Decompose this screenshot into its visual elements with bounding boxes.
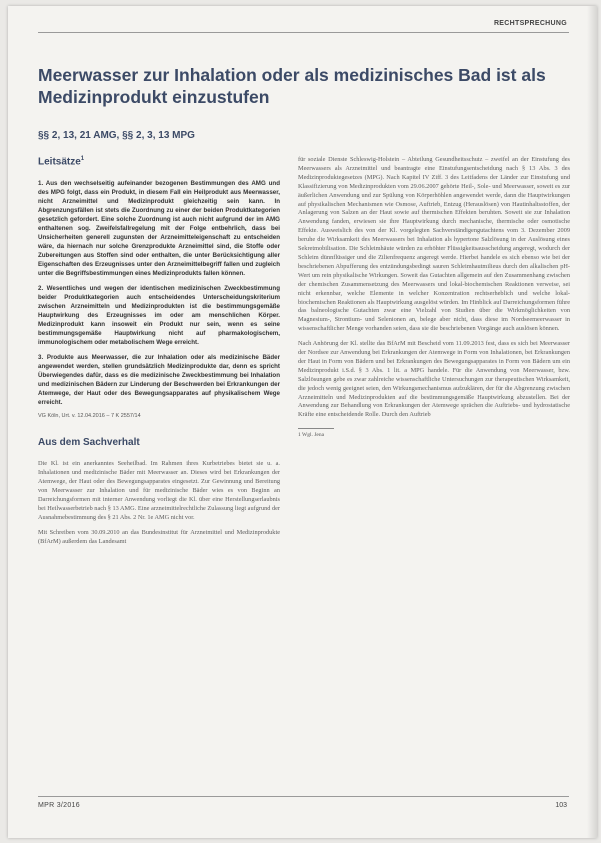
article-subtitle: §§ 2, 13, 21 AMG, §§ 2, 3, 13 MPG bbox=[38, 130, 195, 141]
footnote-rule bbox=[298, 428, 334, 429]
journal-issue: MPR 3/2016 bbox=[38, 802, 80, 809]
footnote: 1 Wgl. Jena bbox=[298, 432, 325, 439]
right-paragraph-2: Nach Anhörung der Kl. stellte das BfArM mit Bescheid vom 11.09.2013 fest, dass es sich bei Meerwasser der Nordsee zur Anwendung bei Erkrankungen der Atemwege in Form von Inhalationen, bei Erkrankungen der Haut in Form von Bädern und bei Erkrankungen des Bewegungsapparates in Form von Bädern um ein Medizinprodukt i.S.d. § 3 Abs. 1 lit. a MPG handele. Für die Anwendung von Meerwasser, bzw. Salzlösungen gebe es zwar zahlreiche wissenschaftliche Untersuchungen zur therapeutischen Wirksamkeit, die jedoch wenig geeignet seien, den Wirkungsmechanismus aufzuklären, der für die Abgrenzung zwischen Arzneimitteln und Medizinprodukten auf die bestimmungsgemäße Hauptwirkung abzustellen. Bei der Anwendung zur Behandlung von Erkrankungen der Atemwege sprächen die Auftriebs- und hydrostatische Kräfte eine entscheidende Rolle. Durch den Auftrieb bbox=[298, 340, 570, 419]
footer-rule bbox=[38, 796, 569, 797]
sachverhalt-heading: Aus dem Sachverhalt bbox=[38, 437, 140, 449]
leitsaetze-heading: Leitsätze$^1$ bbox=[38, 156, 85, 168]
thesis-3: 3. Produkte aus Meerwasser, die zur Inhalation oder als medizinische Bäder angewendet werden, stellen grundsätzlich Medizinprodukte dar, denn es spricht Überwiegendes dafür, dass es die medizinische Zweckbestimmung bei Inhalation und medizinischen Bädern zur Linderung der Beschwerden bei Erkrankungen der Atemwege, der Haut oder des Bewegungsapparates auf physikalischem Wege erreicht. bbox=[38, 354, 280, 407]
thesis-1: 1. Aus den wechselseitig aufeinander bezogenen Bestimmungen des AMG und des MPG folgt, dass ein Produkt, in diesem Fall ein Heilprodukt aus Meerwasser, nicht Arzneimittel und Medizinprodukt gleichzeitig sein kann. In Abgrenzungsfällen ist stets die Zuordnung zu einer der beiden Produktkategorien gesetzlich gefordert. Eine solche Zuordnung ist auch nicht aufgrund der im AMG enthaltenen sog. Zweifelsfallregelung mit der Folge entbehrlich, dass bei Unsicherheiten generell zugunsten der Arzneimitteleigenschaft zu entscheiden wäre, da hiernach nur solche Grenzprodukte Arzneimittel sind, die Stoffe oder Zubereitungen aus Stoffen sind oder enthalten, die unter Berücksichtigung aller Eigenschaften des Erzeugnisses unter den Arzneimittelbegriff fallen und zugleich unter die Begriffsbestimmungen eines Medizinprodukts fallen können. bbox=[38, 180, 280, 278]
court-citation: VG Köln, Urt. v. 12.04.2016 – 7 K 2557/14 bbox=[38, 413, 141, 420]
page-number: 103 bbox=[555, 802, 567, 809]
journal-page bbox=[8, 6, 597, 838]
article-title: Meerwasser zur Inhalation oder als medizinisches Bad ist als Medizinprodukt einzustufen bbox=[38, 65, 546, 107]
right-paragraph-1: für soziale Dienste Schleswig-Holstein – Abteilung Gesundheitsschutz – zweifel an der Einstufung des Meerwassers als Arzneimittel und beantragte eine Einstufungsentscheidung nach § 13 Abs. 3 des Medizinproduktegesetzes (MPG). Nach Kapitel IV Ziff. 3 des Leitfadens der Länder zur Einstufung und Klassifizierung von Medizinprodukten vom 29.06.2007 gehörte Heil-, Sole- und Meerwasser, soweit es zur äußerlichen Anwendung und zur Spülung von Körperhöhlen angewendet werde, dann die Hauptwirkungen auf physikalischen Mechanismen wie Osmose, Auftrieb, Entzug (Herauslösen) von Hautinhaltsstoffen, der Anlagerung von Salzen an der Haut sowie auf thermischen Effekten beruhten. Soweit sie zur Inhalation Anwendung fanden, erwiesen sie ihre Hauptwirkung durch mechanische, thermische oder osmotische Effekte. Ausweislich des von der Kl. vorgelegten Sachverständigengutachtens vom 3. Dezember 2009 beruhe die Wirksamkeit des Meerwassers bei Inhalation als hypertone Salzlösung in der Auslösung eines Sekretmobilisation. Die Schleimhäute würden zu erhöhter Flüssigkeitsausscheidung angeregt, wodurch der Schleim dünnflüssiger und die Zilienfrequenz angeregt werde. Hierbei handele es sich ebenso wie bei der beschriebenen Abpufferung des entzündungsbedingt sauren Schleimhautmilieus durch den alkalischen pH-Wert um rein physikalische Wirkungen. Soweit das Gutachten allgemein auf den Zusammenhang zwischen der chemischen Zusammensetzung des Meerwassers und lokal-biochemischen Reaktionen verweise, sei nicht erkennbar, welche Elemente in welcher Konzentration rechtserheblich und welche lokal-biochemischen Reaktionen als Hauptwirkung ausgelöst würden. Im Hinblick auf Darreichungsformen führe das balneologische Gutachten zwar eine Vielzahl von Studien über die Wirkmöglichkeiten von Magnesium-, Strontium- und Selenionen an, belege aber nicht, dass diese im Nordseemeerwasser in wissenschaftlicher Menge vorhanden seien, dass sie die beschriebenen Vorgänge auch auslösen können. bbox=[298, 156, 570, 333]
sachverhalt-paragraph-1: Die Kl. ist ein anerkanntes Seeheilbad. Im Rahmen ihres Kurbetriebes bietet sie u. a. Inhalationen und medizinische Bäder mit Meerwasser an. Dieses wird bei Erkrankungen der Atemwege, der Haut oder des Bewegungsapparates eingesetzt. Zur Gewinnung und Bereitung von Meerwasser zur Inhalation und für medizinische Bäder wies es von Beginn an Darreichungsformen mit interner Anwendung vorliegt die Kl. über eine Herstellungserlaubnis bei Heilwasserbetrieb nach § 13 AMG. Eine arzneimittelrechtliche Zulassung liegt aufgrund der Ausnahmebestimmung des § 21 Abs. 2 Nr. 1e AMG nicht vor. bbox=[38, 460, 280, 521]
sachverhalt-paragraph-2: Mit Schreiben vom 30.09.2010 an das Bundesinstitut für Arzneimittel und Medizinprodukte (BfArM) außerdem das Landesamt bbox=[38, 528, 280, 545]
right-column bbox=[298, 156, 570, 438]
footnote-marker: 1 bbox=[80, 156, 85, 162]
thesis-2: 2. Wesentliches und wegen der identischen medizinischen Zweckbestimmung beider Produktkategorien auch entscheidendes Unterscheidungskriterium zwischen Arzneimitteln und Medizinprodukten ist die bestimmungsgemäße Hauptwirkung des Erzeugnisses im oder am menschlichen Körper. Medizinprodukt kann insoweit ein Produkt nur sein, wenn es seine bestimmungsgemäße Hauptwirkung nicht auf pharmakologischem, immunologischem oder metabolischem Wege erreicht. bbox=[38, 285, 280, 347]
header-rule bbox=[38, 32, 569, 33]
running-header: RECHTSPRECHUNG bbox=[493, 20, 567, 27]
left-column bbox=[38, 156, 280, 552]
binding-shadow bbox=[587, 6, 597, 838]
